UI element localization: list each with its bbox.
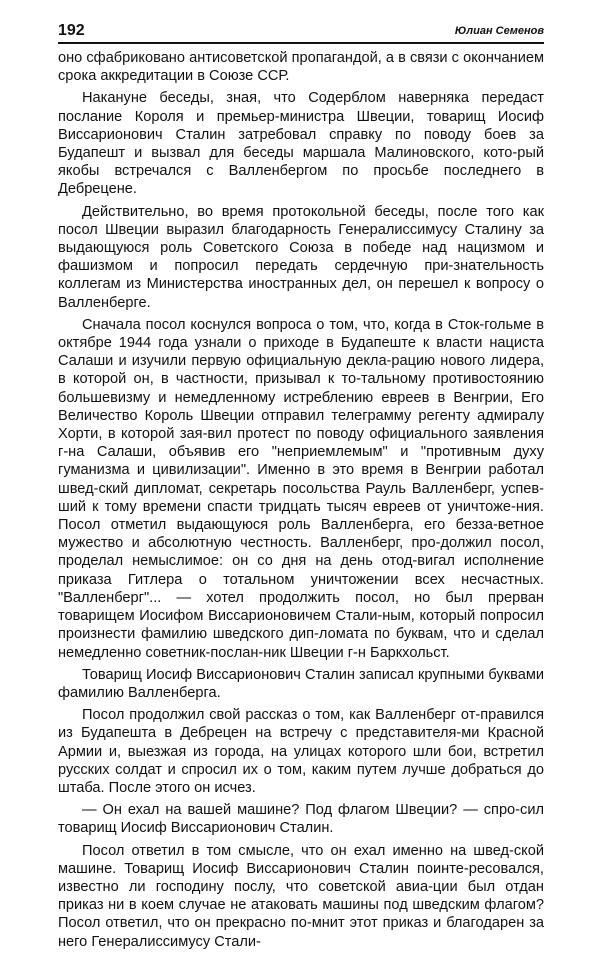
- running-head-author: Юлиан Семенов: [454, 25, 544, 37]
- page-header: [58, 22, 544, 42]
- paragraph-4: Сначала посол коснулся вопроса о том, что, когда в Сток-гольме в октябре 1944 года узнали о приходе в Будапеште к власти нациста Салаши и изучили первую официальную декла-рацию нового лидера, в которой он, в частности, призывал к то-тальному противостоянию большевизму и немедленному истреблению евреев в Венгрии, Его Величество Король Швеции отправил телеграмму регенту адмиралу Хорти, в которой зая-вил протест по поводу официального заявления г-на Салаши, объявив его "неприемлемым" и "противным духу гуманизма и цивилизации". Именно в это время в Венгрии работал швед-ский дипломат, секретарь посольства Рауль Валленберг, успев-ший к тому времени спасти тридцать тысяч евреев от уничтоже-ния. Посол отметил выдающуюся роль Валленберга, его безза-ветное мужество и абсолютную честность. Валленберг, про-должил посол, проделал немыслимое: он со дня на день отод-вигал исполнение приказа Гитлера о тотальном уничтожении всех несчастных. "Валленберг"... — хотел продолжить посол, но был прерван товарищем Иосифом Виссарионовичем Стали-ным, который попросил произнести фамилию шведского дип-ломата по буквам, что и сделал немедленно советник-послан-ник Швеции г-н Баркхольст.: [58, 316, 544, 661]
- paragraph-6: Посол продолжил свой рассказ о том, как Валленберг от-правился из Будапешта в Дебрецен на встречу с представителя-ми Красной Армии и, выезжая из города, на улицах которого шли бои, встретил русских солдат и спросил их о том, каким путем лучше добраться до штаба. После этого он исчез.: [58, 707, 544, 796]
- paragraph-7: — Он ехал на вашей машине? Под флагом Швеции? — спро-сил товарищ Иосиф Виссарионович Сталин.: [58, 802, 544, 837]
- paragraph-1: оно сфабриковано антисоветской пропагандой, а в связи с окончанием срока аккредитации в Союзе ССР.: [58, 50, 544, 85]
- paragraph-5: Товарищ Иосиф Виссарионович Сталин записал крупными буквами фамилию Валленберга.: [58, 666, 544, 701]
- page-number: 192: [58, 22, 85, 39]
- paragraph-2: Накануне беседы, зная, что Содерблом наверняка передаст послание Короля и премьер-министра Швеции, товарищ Иосиф Виссарионович Сталин затребовал справку по поводу боев за Будапешт и вызвал для беседы маршала Малиновского, кото-рый якобы встречался с Валленбергом по просьбе последнего в Дебрецене.: [58, 90, 544, 198]
- paragraph-8: Посол ответил в том смысле, что он ехал именно на швед-ской машине. Товарищ Иосиф Виссарионович Сталин поинте-ресовался, известно ли господину послу, что советской авиа-ции был отдан приказ ни в коем случае не атаковать машины под шведским флагом? Посол ответил, что он прекрасно по-мнит этот приказ и благодарен за него Генералиссимусу Стали-: [58, 842, 544, 950]
- paragraph-3: Действительно, во время протокольной беседы, после того как посол Швеции выразил благодарность Генералиссимусу Сталину за выдающуюся роль Советского Союза в победе над нацизмом и фашизмом и попросил передать сердечную при-знательность коллегам из Министерства иностранных дел, он перешел к вопросу о Валленберге.: [58, 203, 544, 311]
- body-text: [58, 49, 544, 955]
- header-rule: [58, 42, 544, 44]
